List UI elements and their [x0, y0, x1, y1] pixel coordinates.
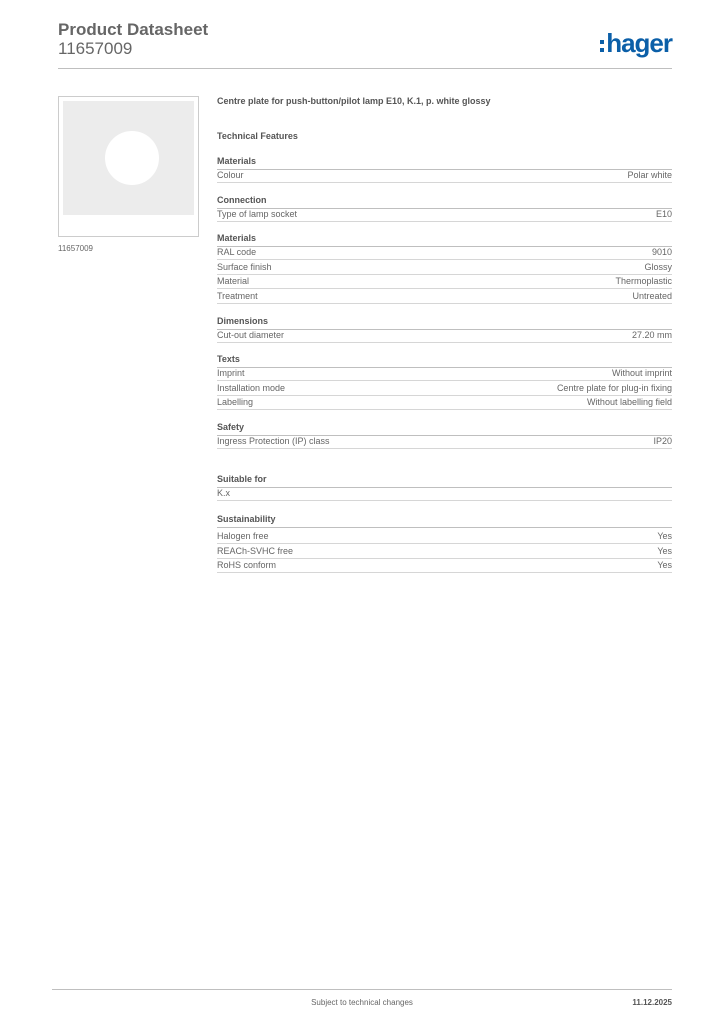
spec-value: Yes [657, 560, 672, 570]
spec-value: Untreated [632, 291, 672, 301]
spec-row [217, 382, 672, 396]
footer-date: 11.12.2025 [632, 998, 672, 1007]
spec-value: Without imprint [611, 368, 672, 378]
logo-colon-icon [600, 40, 604, 52]
section-title-materials: Materials [217, 233, 672, 247]
section-title-texts: Texts [217, 354, 672, 368]
page-title: Product Datasheet [58, 20, 209, 39]
spec-label: RAL code [217, 247, 257, 257]
spec-value: Without labelling field [586, 397, 672, 407]
spec-value: Centre plate for plug-in fixing [556, 383, 672, 393]
spec-value: Yes [657, 546, 672, 556]
image-caption: 11657009 [58, 244, 93, 253]
section-title-materials: Materials [217, 156, 672, 170]
spec-label: Cut-out diameter [217, 330, 285, 340]
section-title-safety: Safety [217, 422, 672, 436]
spec-row [217, 367, 672, 381]
spec-value: 27.20 mm [631, 330, 672, 340]
technical-features-heading: Technical Features [217, 131, 298, 141]
spec-row [217, 290, 672, 304]
centre-plate-hole [105, 131, 159, 185]
product-image [58, 96, 199, 237]
logo-text: hager [606, 28, 672, 58]
spec-value: Yes [657, 531, 672, 541]
spec-row [217, 329, 672, 343]
spec-row [217, 246, 672, 260]
product-number: 11657009 [58, 39, 133, 58]
section-title-connection: Connection [217, 195, 672, 209]
section-title-suitable-for: Suitable for [217, 474, 672, 488]
spec-row [217, 169, 672, 183]
spec-row [217, 559, 672, 573]
spec-label: Ingress Protection (IP) class [217, 436, 330, 446]
spec-row [217, 487, 672, 501]
spec-row [217, 530, 672, 544]
spec-row [217, 208, 672, 222]
spec-row [217, 545, 672, 559]
section-title-dimensions: Dimensions [217, 316, 672, 330]
hager-logo [600, 28, 672, 58]
spec-label: REACh-SVHC free [217, 546, 294, 556]
section-title-sustainability: Sustainability [217, 514, 672, 528]
spec-label: Treatment [217, 291, 258, 301]
product-title: Centre plate for push-button/pilot lamp E10, K.1, p. white glossy [217, 96, 491, 106]
footer-note: Subject to technical changes [311, 998, 413, 1007]
spec-label: Installation mode [217, 383, 286, 393]
spec-value: 9010 [651, 247, 672, 257]
footer-divider [52, 989, 672, 990]
spec-row [217, 396, 672, 410]
spec-label: Material [217, 276, 250, 286]
spec-value: Polar white [627, 170, 672, 180]
spec-value: Thermoplastic [615, 276, 672, 286]
spec-value: IP20 [653, 436, 672, 446]
header-divider [58, 68, 672, 69]
spec-label: K.x [217, 488, 231, 498]
spec-label: Type of lamp socket [217, 209, 298, 219]
spec-label: Surface finish [217, 262, 272, 272]
spec-row [217, 435, 672, 449]
spec-row [217, 275, 672, 289]
spec-label: Labelling [217, 397, 254, 407]
spec-label: RoHS conform [217, 560, 277, 570]
spec-label: Halogen free [217, 531, 269, 541]
spec-label: Imprint [217, 368, 245, 378]
centre-plate-image [63, 101, 194, 215]
spec-label: Colour [217, 170, 244, 180]
spec-value: E10 [655, 209, 672, 219]
spec-value: Glossy [644, 262, 672, 272]
spec-row [217, 261, 672, 275]
